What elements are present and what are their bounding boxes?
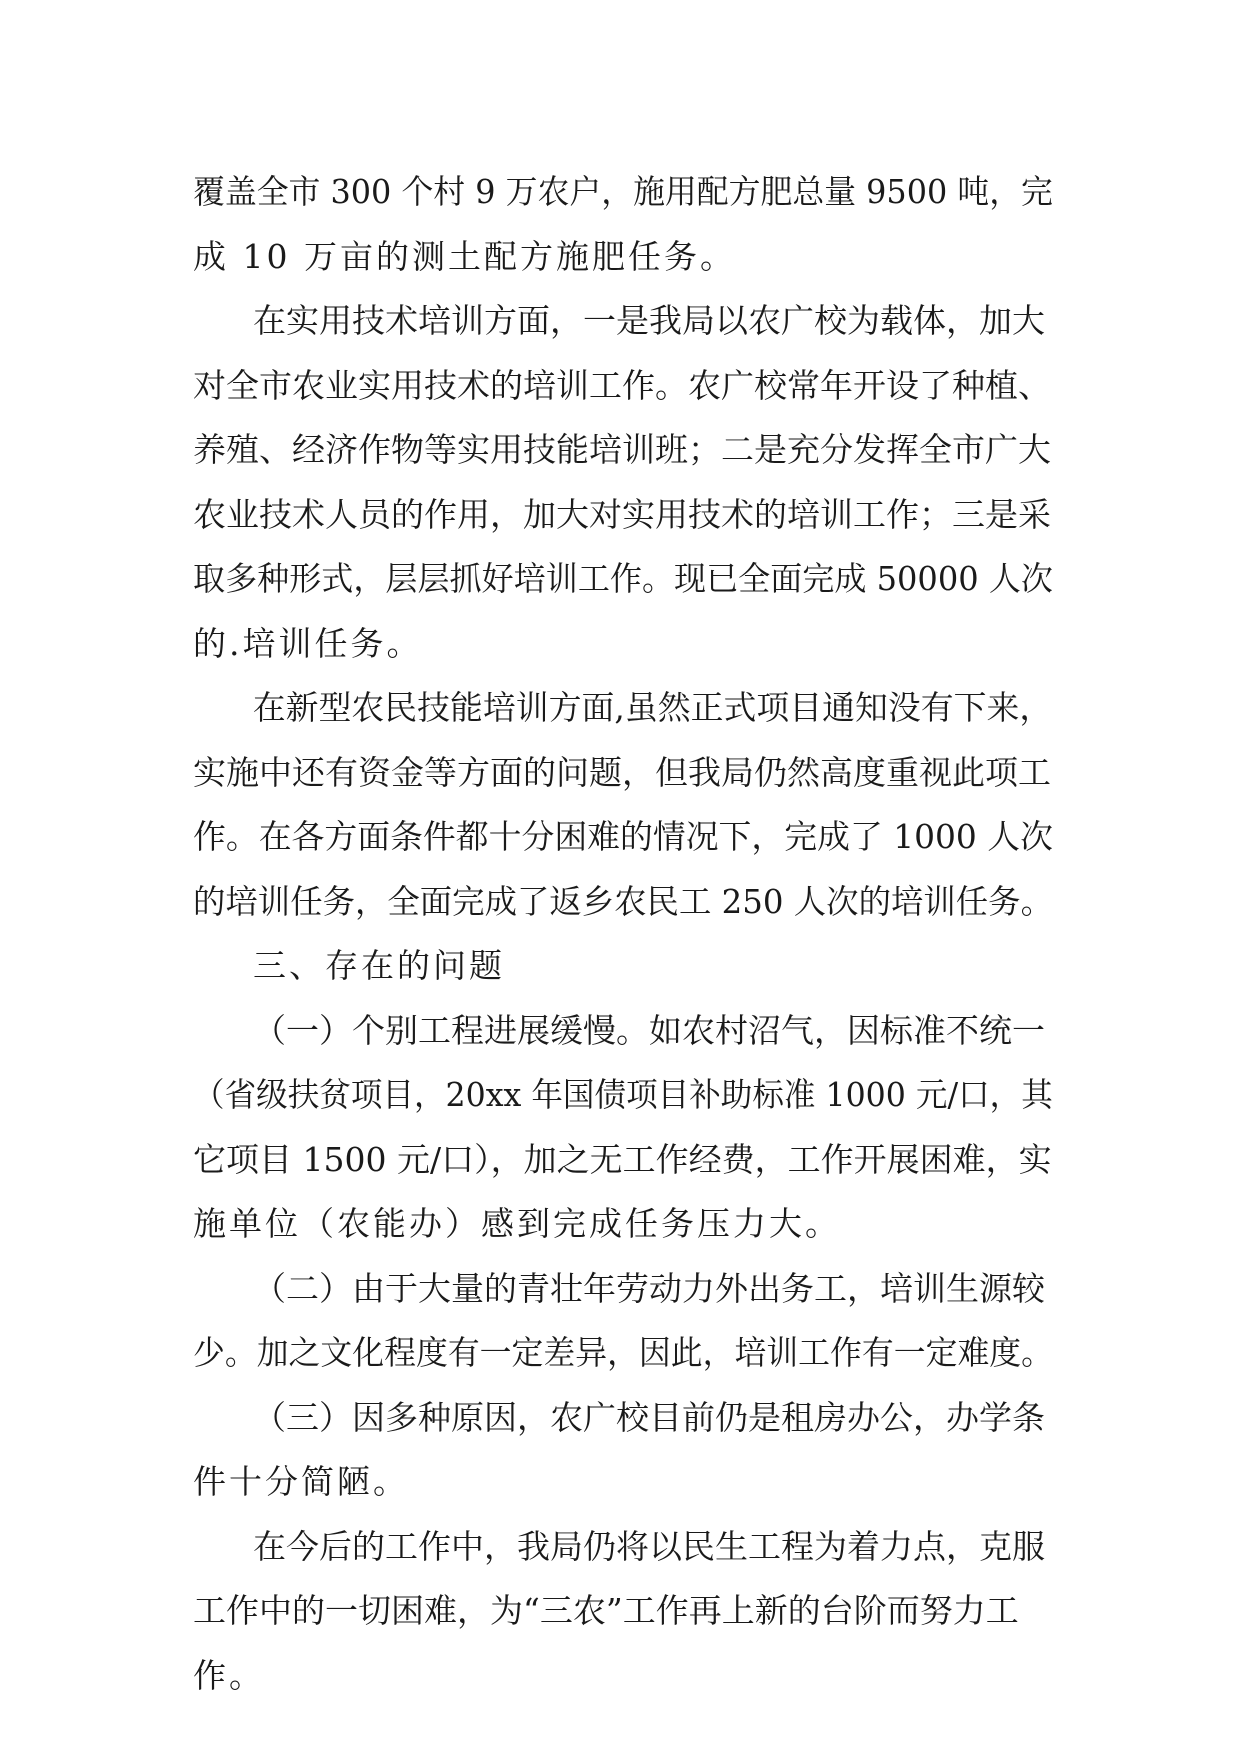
document-line: 在今后的工作中，我局仍将以民生工程为着力点，克服 [253, 1526, 1045, 1566]
document-line: 少。加之文化程度有一定差异，因此，培训工作有一定难度。 [193, 1333, 1053, 1372]
document-line: 成 10 万亩的测土配方施肥任务。 [193, 236, 736, 276]
document-line: 取多种形式，层层抓好培训工作。现已全面完成 50000 人次 [193, 559, 1053, 598]
document-line: 件十分简陋。 [193, 1462, 409, 1501]
document-line: （省级扶贫项目，20xx 年国债项目补助标准 1000 元/口，其 [193, 1075, 1053, 1114]
document-line: 实施中还有资金等方面的问题，但我局仍然高度重视此项工 [193, 752, 1051, 792]
document-line: 三、存在的问题 [253, 946, 505, 985]
document-body [193, 160, 1053, 1708]
document-line: （三）因多种原因，农广校目前仍是租房办公，办学条 [253, 1397, 1045, 1437]
document-line: （二）由于大量的青壮年劳动力外出务工，培训生源较 [253, 1268, 1045, 1308]
document-line: 的.培训任务。 [193, 623, 423, 663]
document-line: 施单位（农能办）感到完成任务压力大。 [193, 1204, 841, 1243]
document-line: 的培训任务，全面完成了返乡农民工 250 人次的培训任务。 [193, 881, 1053, 921]
document-line: 它项目 1500 元/口），加之无工作经费，工作开展困难，实 [193, 1139, 1052, 1179]
document-line: 对全市农业实用技术的培训工作。农广校常年开设了种植、 [193, 365, 1051, 405]
document-line: 作。 [193, 1655, 265, 1695]
document-line: 覆盖全市 300 个村 9 万农户，施用配方肥总量 9500 吨，完 [193, 172, 1053, 211]
document-line: 农业技术人员的作用，加大对实用技术的培训工作；三是采 [193, 494, 1051, 534]
document-line: 在实用技术培训方面，一是我局以农广校为载体，加大 [253, 301, 1045, 340]
document-line: （一）个别工程进展缓慢。如农村沼气，因标准不统一 [253, 1010, 1045, 1050]
document-line: 在新型农民技能培训方面,虽然正式项目通知没有下来， [252, 688, 1053, 727]
document-line: 工作中的一切困难，为“三农”工作再上新的台阶而努力工 [193, 1591, 1019, 1630]
document-line: 养殖、经济作物等实用技能培训班；二是充分发挥全市广大 [193, 430, 1051, 469]
document-line: 作。在各方面条件都十分困难的情况下，完成了 1000 人次 [193, 817, 1053, 856]
